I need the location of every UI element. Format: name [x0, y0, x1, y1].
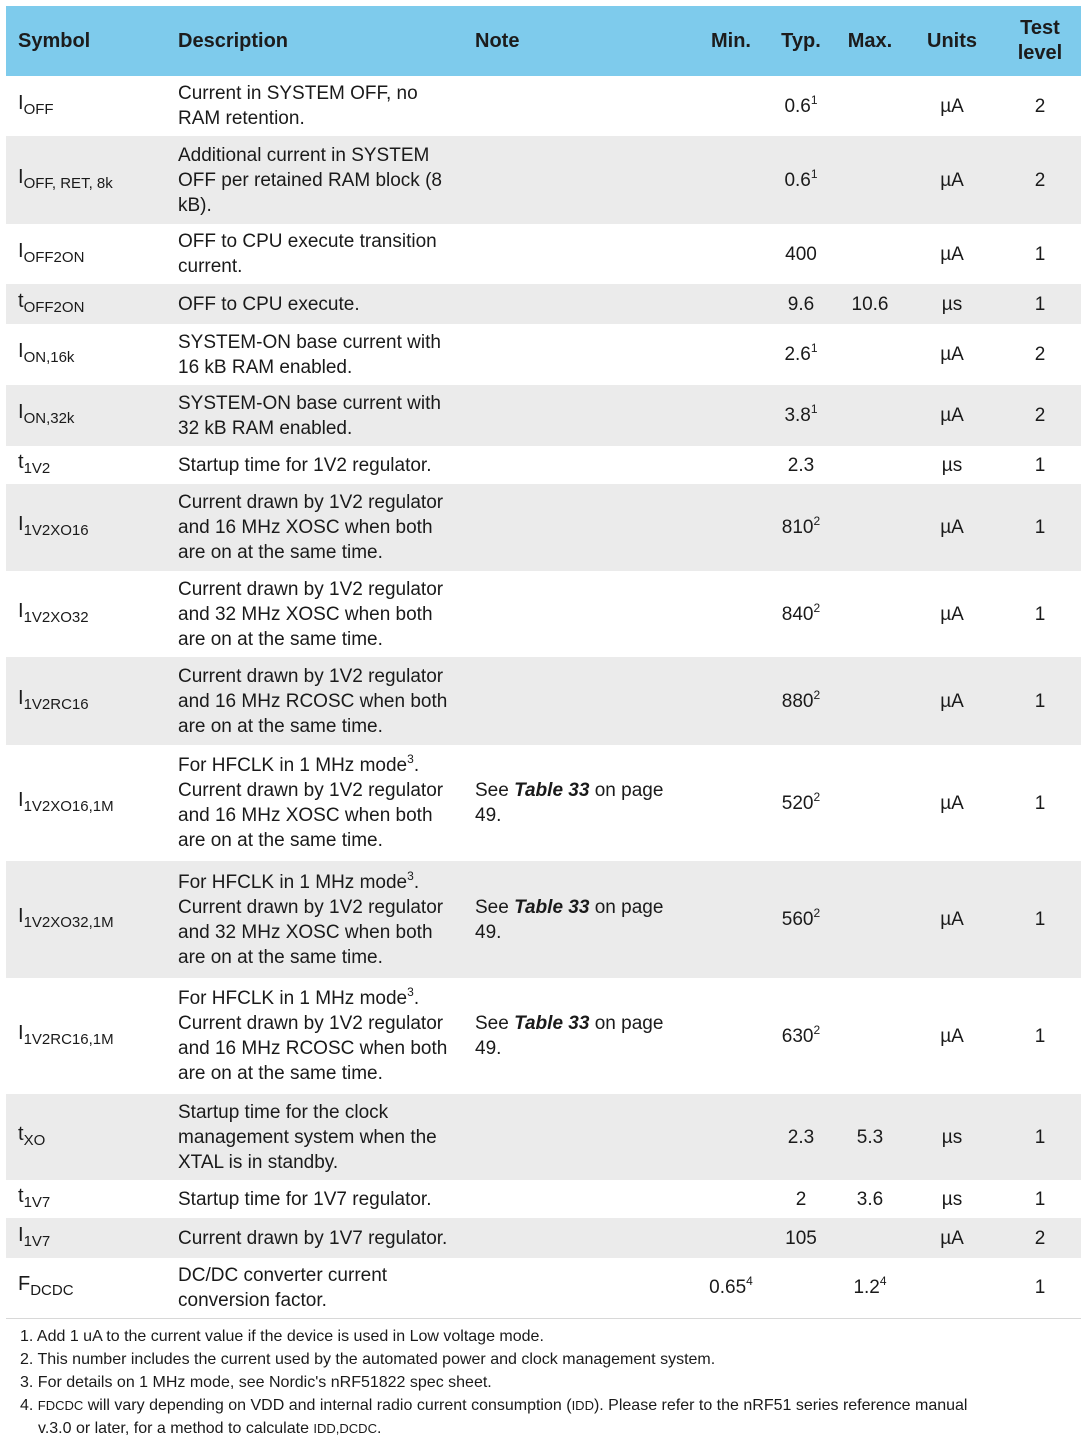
note-cell — [463, 571, 695, 657]
test-level-cell: 1 — [999, 1258, 1081, 1318]
min-cell — [695, 76, 767, 136]
table-row — [6, 324, 1081, 385]
description-cell — [166, 136, 463, 224]
symbol-base: t — [18, 289, 24, 312]
typ-footnote-ref: 2 — [813, 906, 821, 920]
header-min: Min. — [695, 6, 767, 76]
description-cell — [166, 745, 463, 861]
typ-footnote-ref: 2 — [813, 789, 821, 804]
table-row — [6, 1094, 1081, 1180]
max-cell — [835, 861, 905, 978]
units-cell: µs — [941, 1188, 963, 1210]
max-cell — [835, 978, 905, 1094]
note-cell — [463, 284, 695, 324]
description-cell — [166, 657, 463, 745]
symbol-subscript: 1V2XO32 — [23, 608, 89, 626]
symbol-cell — [6, 484, 166, 571]
header-test-label: Test — [1020, 17, 1060, 39]
note-prefix: See — [475, 780, 515, 801]
header-units: Units — [905, 6, 999, 76]
description-cell — [166, 284, 463, 324]
description-cell — [166, 76, 463, 136]
typ-cell — [767, 446, 835, 484]
units-cell: µA — [905, 1218, 999, 1258]
symbol-base: F — [18, 1273, 31, 1296]
typ-value: 0.6 — [784, 95, 811, 117]
footnote-4-idd: IDD — [571, 1398, 594, 1413]
table-row — [6, 1258, 1081, 1318]
units-cell: µs — [905, 284, 999, 324]
test-level-cell: 2 — [999, 385, 1081, 446]
symbol-subscript: OFF — [23, 100, 54, 118]
typ-cell — [767, 861, 835, 978]
note-cell — [463, 446, 695, 484]
symbol-subscript: 1V2XO16,1M — [23, 797, 114, 815]
symbol-subscript: 1V2XO16 — [23, 522, 89, 539]
symbol-base: I — [18, 1021, 24, 1044]
symbol-base: I — [18, 401, 24, 423]
typ-value: 560 — [781, 909, 814, 930]
note-cell — [463, 224, 695, 284]
symbol-cell — [6, 978, 166, 1094]
description-text: Additional current in SYSTEM OFF per retained RAM block (8 kB). — [178, 144, 442, 216]
typ-value: 105 — [785, 1227, 817, 1249]
symbol-cell — [6, 1094, 166, 1180]
symbol-subscript: OFF2ON — [23, 298, 85, 316]
symbol-base: t — [18, 450, 24, 473]
min-cell — [695, 745, 767, 861]
table-row — [6, 861, 1081, 978]
description-cell — [166, 224, 463, 284]
description-cell — [166, 1258, 463, 1318]
max-cell — [835, 136, 905, 224]
max-value: 1.2 — [853, 1277, 880, 1299]
footnote-4-continued — [20, 1417, 1070, 1440]
symbol-cell — [6, 1258, 166, 1318]
max-value: 3.6 — [856, 1188, 884, 1210]
typ-cell — [767, 484, 835, 571]
min-cell — [695, 385, 767, 446]
note-table-ref: Table 33 — [514, 780, 590, 801]
test-level-cell: 1 — [999, 284, 1081, 324]
typ-value: 9.6 — [787, 293, 815, 315]
symbol-cell — [6, 284, 166, 324]
footnote-4-symbol: FDCDC — [37, 1398, 84, 1413]
symbol-subscript: ON,16k — [23, 349, 75, 366]
typ-cell — [767, 745, 835, 861]
note-cell — [463, 861, 695, 978]
header-note: Note — [463, 6, 695, 76]
units-cell: µA — [905, 861, 999, 978]
symbol-subscript: XO — [23, 1131, 46, 1149]
typ-footnote-ref: 2 — [813, 687, 821, 702]
symbol-base: I — [18, 686, 24, 709]
units-cell: µs — [905, 1094, 999, 1180]
spec-table — [6, 6, 1081, 1319]
test-level-cell: 1 — [999, 484, 1081, 571]
symbol-subscript: 1V2 — [23, 459, 51, 477]
footnote-4-end: . — [376, 1420, 382, 1437]
header-max: Max. — [835, 6, 905, 76]
units-cell: µA — [940, 95, 964, 117]
symbol-cell — [6, 861, 166, 978]
min-cell — [695, 1180, 767, 1218]
description-cell — [166, 861, 463, 978]
symbol-base: I — [18, 340, 24, 362]
footnote-4-line2: v.3.0 or later, for a method to calculate — [38, 1420, 314, 1437]
typ-cell — [767, 385, 835, 446]
symbol-subscript: OFF, RET, 8k — [23, 174, 113, 192]
max-cell — [835, 385, 905, 446]
test-level-cell: 1 — [1034, 1188, 1046, 1210]
symbol-cell — [6, 657, 166, 745]
typ-cell — [767, 657, 835, 745]
max-cell — [835, 284, 905, 324]
table-row — [6, 446, 1081, 484]
table-row — [6, 978, 1081, 1094]
note-text: on page 49. — [475, 780, 664, 826]
description-text: Startup time for 1V2 regulator. — [178, 454, 432, 476]
footnote-4-idd-dcdc: IDD,DCDC — [313, 1421, 377, 1436]
table-row — [6, 76, 1081, 136]
min-cell — [695, 136, 767, 224]
min-cell — [695, 657, 767, 745]
note-table-ref: Table 33 — [514, 1013, 590, 1034]
symbol-subscript: 1V2RC16,1M — [23, 1030, 114, 1048]
description-text: Current drawn by 1V2 regulator and 16 MHz RCOSC when both are on at the same time. — [178, 665, 448, 737]
units-cell: µA — [905, 484, 999, 571]
min-cell — [695, 284, 767, 324]
typ-value: 2.3 — [787, 1126, 815, 1148]
typ-value: 520 — [781, 792, 814, 814]
description-text: DC/DC converter current conversion factor. — [178, 1264, 388, 1311]
units-cell: µA — [940, 243, 964, 265]
test-level-cell: 1 — [1034, 1025, 1046, 1047]
header-description: Description — [166, 6, 463, 76]
max-cell — [835, 571, 905, 657]
symbol-cell — [6, 745, 166, 861]
note-cell — [463, 136, 695, 224]
typ-footnote-ref: 2 — [813, 600, 821, 615]
typ-value: 2.3 — [787, 454, 815, 476]
min-cell — [695, 1258, 767, 1318]
description-text: . Current drawn by 1V2 regulator and 16 MHz RCOSC when both are on at the same time. — [178, 988, 448, 1084]
description-text: SYSTEM-ON base current with 32 kB RAM enabled. — [178, 392, 441, 439]
max-cell — [835, 1258, 905, 1318]
max-cell — [835, 484, 905, 571]
symbol-cell — [6, 1218, 166, 1258]
note-cell — [463, 1218, 695, 1258]
symbol-base: t — [18, 1122, 24, 1145]
units-cell: µA — [940, 603, 964, 625]
symbol-subscript: 1V2RC16 — [23, 695, 89, 713]
description-cell — [166, 324, 463, 385]
description-cell — [166, 1094, 463, 1180]
description-text: Startup time for 1V7 regulator. — [178, 1188, 432, 1210]
max-cell — [835, 76, 905, 136]
symbol-cell — [6, 1180, 166, 1218]
test-level-cell: 2 — [1034, 95, 1046, 117]
description-text: . Current drawn by 1V2 regulator and 32 MHz XOSC when both are on at the same time. — [178, 871, 444, 968]
note-cell — [463, 657, 695, 745]
units-cell: µA — [940, 792, 964, 814]
footnote-3: 3. For details on 1 MHz mode, see Nordic's nRF51822 spec sheet. — [20, 1374, 492, 1391]
symbol-subscript: 1V7 — [23, 1193, 51, 1211]
typ-cell — [767, 224, 835, 284]
min-cell — [695, 1218, 767, 1258]
note-text: on page 49. — [475, 1013, 664, 1059]
note-cell — [463, 1180, 695, 1218]
symbol-base: I — [18, 239, 24, 262]
note-cell — [463, 745, 695, 861]
max-cell — [835, 1218, 905, 1258]
max-cell — [835, 1094, 905, 1180]
table-row — [6, 1218, 1081, 1258]
symbol-subscript: DCDC — [30, 1282, 74, 1300]
units-cell: µA — [940, 344, 964, 365]
test-level-cell: 2 — [1034, 344, 1046, 365]
typ-footnote-ref: 1 — [810, 402, 818, 416]
typ-cell — [767, 1258, 835, 1318]
test-level-cell: 1 — [999, 861, 1081, 978]
typ-value: 2.6 — [784, 344, 811, 365]
description-prefix: For HFCLK in 1 MHz mode — [178, 871, 408, 893]
min-cell — [695, 224, 767, 284]
min-footnote-ref: 4 — [746, 1274, 753, 1289]
typ-cell — [767, 571, 835, 657]
table-header-row — [6, 6, 1081, 76]
test-level-cell: 1 — [999, 1094, 1081, 1180]
description-cell — [166, 1218, 463, 1258]
symbol-cell — [6, 324, 166, 385]
note-cell — [463, 1258, 695, 1318]
table-row — [6, 224, 1081, 284]
description-cell — [166, 446, 463, 484]
units-cell: µA — [905, 136, 999, 224]
footnote-4-text-end: ). Please refer to the nRF51 series reference manual — [593, 1397, 968, 1414]
typ-cell — [767, 978, 835, 1094]
typ-value: 880 — [781, 690, 814, 712]
note-cell — [463, 324, 695, 385]
typ-value: 630 — [781, 1025, 814, 1047]
description-text: Startup time for the clock management system when the XTAL is in standby. — [178, 1101, 437, 1173]
typ-footnote-ref: 1 — [810, 341, 818, 355]
note-cell — [463, 76, 695, 136]
max-cell — [835, 1180, 905, 1218]
typ-value: 2 — [795, 1188, 807, 1210]
description-cell — [166, 385, 463, 446]
description-prefix: For HFCLK in 1 MHz mode — [178, 988, 408, 1009]
description-cell — [166, 484, 463, 571]
test-level-cell: 2 — [999, 136, 1081, 224]
symbol-cell — [6, 136, 166, 224]
symbol-subscript: 1V2XO32,1M — [23, 914, 114, 931]
typ-footnote-ref: 2 — [813, 514, 821, 528]
max-cell — [835, 745, 905, 861]
typ-footnote-ref: 1 — [810, 92, 818, 107]
typ-cell — [767, 324, 835, 385]
symbol-subscript: ON,32k — [23, 410, 75, 427]
max-footnote-ref: 4 — [879, 1274, 887, 1289]
min-cell — [695, 571, 767, 657]
table-row — [6, 136, 1081, 224]
typ-cell — [767, 284, 835, 324]
max-cell — [835, 657, 905, 745]
typ-cell — [767, 1094, 835, 1180]
note-table-ref: Table 33 — [514, 896, 590, 918]
max-value: 10.6 — [851, 293, 889, 315]
footnote-1: 1. Add 1 uA to the current value if the device is used in Low voltage mode. — [20, 1328, 544, 1345]
description-text: Current drawn by 1V2 regulator and 32 MHz XOSC when both are on at the same time. — [178, 578, 444, 650]
table-row — [6, 484, 1081, 571]
description-text: Current in SYSTEM OFF, no RAM retention. — [178, 83, 418, 129]
symbol-base: I — [18, 1223, 24, 1246]
symbol-cell — [6, 571, 166, 657]
description-cell — [166, 1180, 463, 1218]
description-cell — [166, 978, 463, 1094]
footnote-2: 2. This number includes the current used by the automated power and clock management system. — [20, 1351, 716, 1368]
header-symbol: Symbol — [6, 6, 166, 76]
min-cell — [695, 1094, 767, 1180]
max-cell — [835, 324, 905, 385]
footnote-4-text: will vary depending on VDD and internal radio current consumption ( — [83, 1397, 572, 1414]
typ-value: 810 — [781, 517, 814, 538]
typ-value: 840 — [781, 603, 814, 625]
description-footnote-ref: 3 — [407, 868, 414, 883]
table-row — [6, 657, 1081, 745]
units-cell: µA — [905, 657, 999, 745]
typ-cell — [767, 1180, 835, 1218]
test-level-cell: 2 — [999, 1218, 1081, 1258]
typ-value: 3.8 — [784, 405, 811, 426]
note-prefix: See — [475, 1013, 515, 1034]
header-test-level — [999, 6, 1081, 76]
test-level-cell: 1 — [1034, 603, 1046, 625]
note-cell — [463, 385, 695, 446]
symbol-cell — [6, 76, 166, 136]
units-cell: µs — [941, 454, 963, 476]
test-level-cell: 1 — [1034, 243, 1046, 265]
symbol-base: I — [18, 165, 24, 188]
test-level-cell: 1 — [999, 657, 1081, 745]
description-footnote-ref: 3 — [407, 752, 414, 766]
footnotes — [20, 1325, 1070, 1440]
symbol-base: I — [18, 905, 24, 927]
symbol-subscript: OFF2ON — [23, 248, 85, 266]
typ-footnote-ref: 1 — [810, 166, 818, 181]
header-level-label: level — [1017, 42, 1063, 64]
header-typ: Typ. — [767, 6, 835, 76]
typ-value: 400 — [785, 243, 817, 265]
units-cell: µA — [905, 385, 999, 446]
table-row — [6, 385, 1081, 446]
description-text: Current drawn by 1V2 regulator and 16 MHz XOSC when both are on at the same time. — [178, 492, 444, 563]
symbol-subscript: 1V7 — [23, 1232, 51, 1250]
table-row — [6, 571, 1081, 657]
footnote-4-number: 4. — [20, 1397, 38, 1414]
symbol-cell — [6, 446, 166, 484]
min-value: 0.65 — [709, 1277, 747, 1299]
typ-cell — [767, 76, 835, 136]
typ-cell — [767, 1218, 835, 1258]
units-cell — [905, 1258, 999, 1318]
max-cell — [835, 446, 905, 484]
description-prefix: For HFCLK in 1 MHz mode — [178, 755, 408, 776]
table-row — [6, 1180, 1081, 1218]
test-level-cell: 1 — [1034, 792, 1046, 814]
symbol-base: t — [18, 1184, 24, 1207]
min-cell — [695, 324, 767, 385]
min-cell — [695, 484, 767, 571]
table-row — [6, 284, 1081, 324]
min-cell — [695, 446, 767, 484]
description-text: OFF to CPU execute transition current. — [178, 231, 437, 277]
units-cell: µA — [940, 1025, 964, 1047]
footnote-4 — [20, 1394, 1070, 1417]
table-row — [6, 745, 1081, 861]
note-cell — [463, 484, 695, 571]
description-text: Current drawn by 1V7 regulator. — [178, 1227, 448, 1249]
typ-footnote-ref: 2 — [813, 1022, 821, 1037]
description-cell — [166, 571, 463, 657]
description-text: OFF to CPU execute. — [178, 293, 360, 315]
description-text: SYSTEM-ON base current with 16 kB RAM enabled. — [178, 331, 441, 378]
typ-cell — [767, 136, 835, 224]
symbol-base: I — [18, 513, 24, 535]
symbol-cell — [6, 385, 166, 446]
min-cell — [695, 978, 767, 1094]
max-value: 5.3 — [856, 1126, 884, 1148]
max-cell — [835, 224, 905, 284]
typ-value: 0.6 — [784, 169, 811, 191]
description-text: . Current drawn by 1V2 regulator and 16 MHz XOSC when both are on at the same time. — [178, 755, 444, 851]
symbol-base: I — [18, 788, 24, 811]
symbol-base: I — [18, 599, 24, 622]
symbol-base: I — [18, 91, 24, 114]
note-prefix: See — [475, 896, 515, 918]
note-text: on page 49. — [475, 896, 664, 943]
symbol-cell — [6, 224, 166, 284]
note-cell — [463, 978, 695, 1094]
note-cell — [463, 1094, 695, 1180]
test-level-cell: 1 — [1034, 454, 1046, 476]
description-footnote-ref: 3 — [407, 985, 414, 999]
min-cell — [695, 861, 767, 978]
